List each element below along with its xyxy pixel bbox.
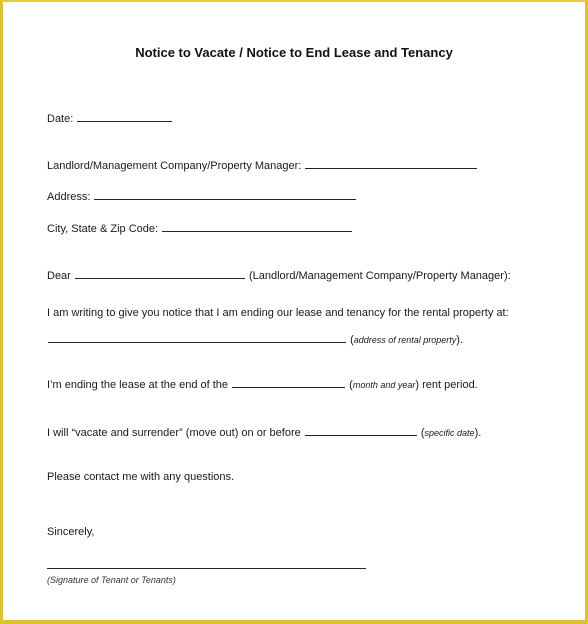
landlord-row: [47, 158, 478, 172]
property-address-row: [47, 332, 463, 346]
vacate-blank[interactable]: [305, 425, 417, 436]
lease-end-hint-open: (: [349, 379, 353, 391]
address-hint-open: (: [350, 334, 354, 346]
address-blank[interactable]: [94, 189, 356, 200]
dear-suffix: (Landlord/Management Company/Property Manager):: [248, 270, 511, 282]
dear-label: Dear: [47, 270, 71, 282]
vacate-hint-close: ).: [474, 427, 482, 439]
address-hint-close: ).: [456, 334, 464, 346]
city-blank[interactable]: [162, 221, 352, 232]
lease-end-hint-close: ) rent period.: [415, 379, 478, 391]
vacate-hint-open: (: [420, 427, 425, 439]
dear-row: [47, 268, 511, 282]
date-row: [47, 111, 173, 125]
landlord-blank[interactable]: [305, 158, 477, 169]
contact-text: Please contact me with any questions.: [47, 471, 235, 483]
document-title: Notice to Vacate / Notice to End Lease and Tenancy: [135, 45, 453, 60]
lease-end-blank[interactable]: [232, 377, 345, 388]
lease-end-row: [47, 377, 478, 391]
landlord-label: Landlord/Management Company/Property Manager:: [47, 160, 302, 172]
address-label: Address:: [47, 191, 91, 203]
lease-end-hint: month and year: [352, 380, 416, 390]
dear-blank[interactable]: [75, 268, 245, 279]
signature-caption: (Signature of Tenant or Tenants): [47, 575, 176, 585]
closing-text: Sincerely,: [47, 526, 95, 538]
vacate-prefix: I will “vacate and surrender” (move out) on or before: [47, 427, 301, 439]
property-address-blank[interactable]: [48, 332, 346, 343]
city-row: [47, 221, 353, 235]
vacate-hint: specific date: [424, 428, 475, 438]
signature-line[interactable]: [47, 568, 366, 569]
date-label: Date:: [47, 113, 74, 125]
date-blank[interactable]: [77, 111, 172, 122]
city-label: City, State & Zip Code:: [47, 223, 159, 235]
address-hint: address of rental property: [353, 335, 457, 345]
lease-end-prefix: I’m ending the lease at the end of the: [47, 379, 229, 391]
address-row: [47, 189, 357, 203]
vacate-row: [47, 425, 481, 439]
notice-text: I am writing to give you notice that I am ending our lease and tenancy for the rental property at:: [47, 307, 509, 319]
